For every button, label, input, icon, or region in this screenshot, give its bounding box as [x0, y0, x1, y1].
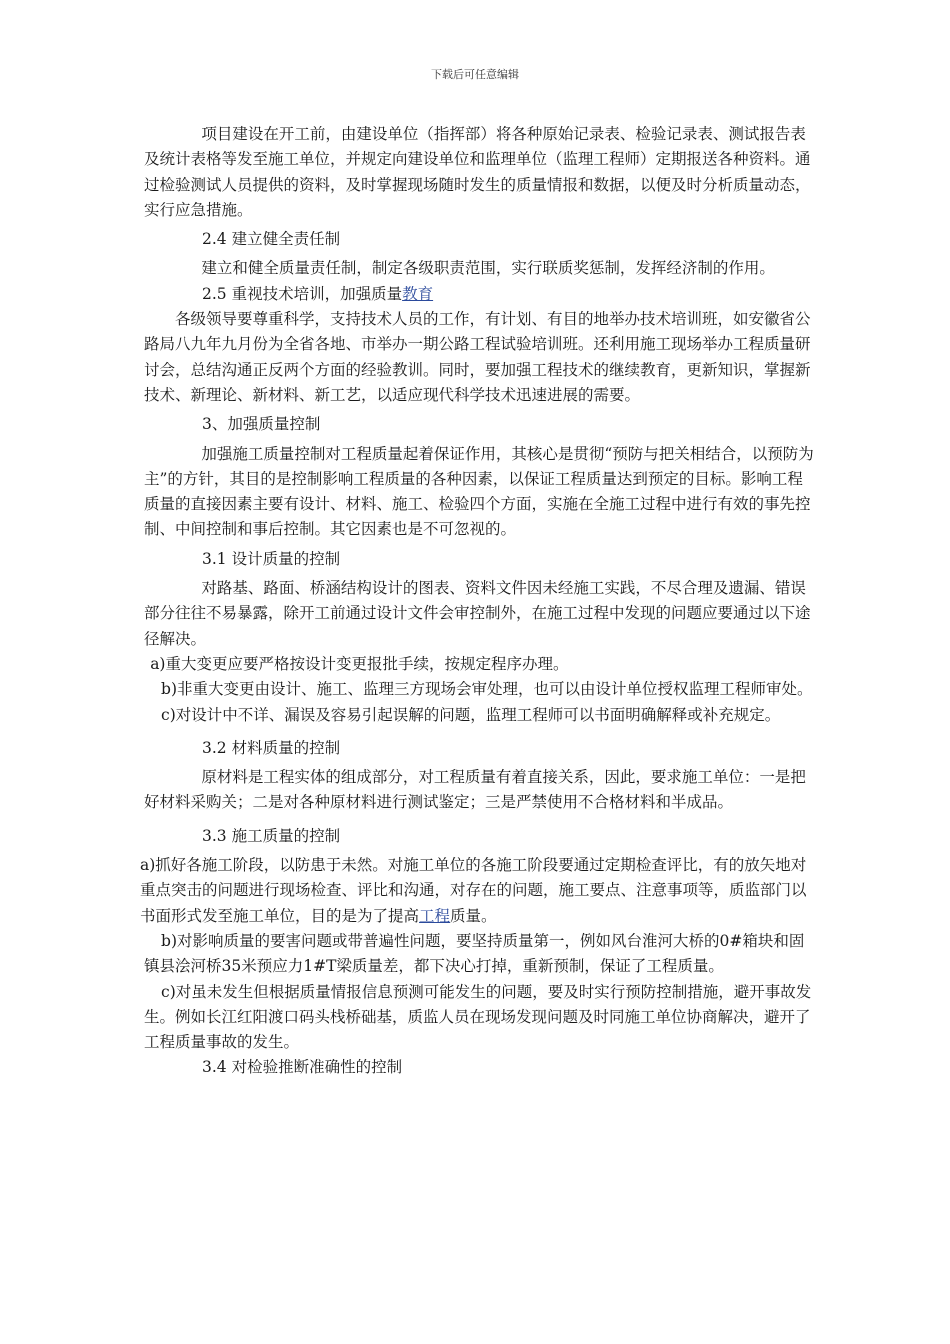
- paragraph-technical-training: 各级领导要尊重科学，支持技术人员的工作，有计划、有目的地举办技术培训班，如安徽省公路局八九年九月份为全省各地、市举办一期公路工程试验培训班。还利用施工现场举办工程质量研讨会，总结沟通正反两个方面的经验教训。同时，要加强工程技术的继续教育，更新知识，掌握新技术、新理论、新材料、新工艺，以适应现代科学技术迅速进展的需要。: [144, 310, 811, 404]
- heading-2-5: [144, 282, 816, 307]
- page-header-note: 下载后可任意编辑: [431, 68, 519, 81]
- list-item-construction-a-suffix: 质量。: [450, 906, 497, 925]
- paragraph-design-quality: 对路基、路面、桥涵结构设计的图表、资料文件因未经施工实践，不尽合理及遗漏、错误部分往往不易暴露，除开工前通过设计文件会审控制外，在施工过程中发现的问题应要通过以下途径解决。: [144, 579, 811, 648]
- heading-3-2: 3.2 材料质量的控制: [202, 738, 341, 757]
- paragraph-quality-control: 加强施工质量控制对工程质量起着保证作用，其核心是贯彻“预防与把关相结合，以预防为主”的方针，其目的是控制影响工程质量的各种因素，以保证工程质量达到预定的目标。影响工程质量的直接因素主要有设计、材料、施工、检验四个方面，实施在全施工过程中进行有效的事先控制、中间控制和事后控制。其它因素也是不可忽视的。: [144, 444, 814, 539]
- heading-3: 3、加强质量控制: [202, 415, 321, 434]
- list-item-design-b: b)非重大变更由设计、施工、监理三方现场会审处理，也可以由设计单位授权监理工程师审处。: [161, 680, 813, 699]
- engineering-link[interactable]: 工程: [419, 906, 451, 925]
- document-body: [140, 122, 816, 1081]
- list-item-construction-b: b)对影响质量的要害问题或带普遍性问题，要坚持质量第一，例如风台淮河大桥的0#箱块和固镇县浍河桥35米预应力1#T梁质量差，都下决心打掉，重新预制，保证了工程质量。: [144, 931, 805, 976]
- list-item-construction-a-text: a)抓好各施工阶段，以防患于未然。对施工单位的各施工阶段要通过定期检查评比，有的放矢地对重点突击的问题进行现场检查、评比和沟通，对存在的问题，施工要点、注意事项等，质监部门以书面形式发至施工单位，目的是为了提高: [140, 856, 807, 925]
- paragraph-material-quality: 原材料是工程实体的组成部分，对工程质量有着直接关系，因此，要求施工单位：一是把好材料采购关；二是对各种原材料进行测试鉴定；三是严禁使用不合格材料和半成品。: [144, 768, 806, 812]
- education-link[interactable]: 教育: [402, 284, 434, 303]
- heading-3-4: 3.4 对检验推断准确性的控制: [202, 1058, 403, 1077]
- list-item-design-c: c)对设计中不详、漏误及容易引起误解的问题，监理工程师可以书面明确解释或补充规定。: [161, 705, 781, 724]
- heading-3-1: 3.1 设计质量的控制: [202, 549, 341, 568]
- paragraph-responsibility-system: 建立和健全质量责任制，制定各级职责范围，实行联质奖惩制，发挥经济制的作用。: [201, 259, 775, 278]
- list-item-design-a: a)重大变更应要严格按设计变更报批手续，按规定程序办理。: [150, 654, 569, 673]
- heading-3-3: 3.3 施工质量的控制: [202, 826, 341, 845]
- heading-2-4: 2.4 建立健全责任制: [202, 230, 341, 249]
- paragraph-preconstruction-records: 项目建设在开工前，由建设单位（指挥部）将各种原始记录表、检验记录表、测试报告表及统计表格等发至施工单位，并规定向建设单位和监理单位（监理工程师）定期报送各种资料。通过检验测试人员提供的资料，及时掌握现场随时发生的质量情报和数据，以便及时分析质量动态，实行应急措施。: [144, 125, 811, 219]
- heading-2-5-text: 2.5 重视技术培训，加强质量: [202, 284, 403, 303]
- list-item-construction-c: c)对虽未发生但根据质量情报信息预测可能发生的问题，要及时实行预防控制措施，避开事故发生。例如长江红阳渡口码头栈桥础基，质监人员在现场发现问题及时同施工单位协商解决，避开了工程质量事故的发生。: [144, 982, 812, 1052]
- list-item-construction-a: [140, 853, 816, 929]
